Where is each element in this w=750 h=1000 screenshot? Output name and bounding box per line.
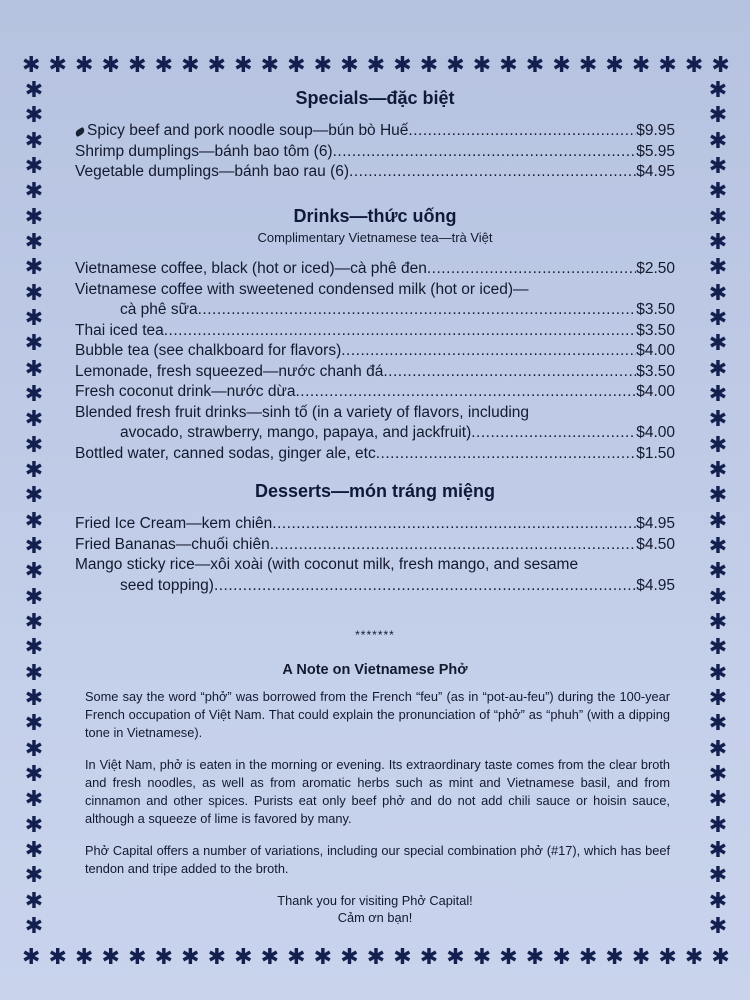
asterisk-star-icon: ✱ [207,53,227,78]
asterisk-star-icon: ✱ [340,945,359,970]
asterisk-star-icon: ✱ [75,945,94,970]
item-name: Vegetable dumplings—bánh bao rau (6) [75,163,350,180]
asterisk-star-icon: ✱ [578,53,598,78]
item-price: $4.00 [636,383,675,400]
asterisk-star-icon: ✱ [708,609,728,635]
item-price: $3.50 [636,301,675,318]
menu-item [75,259,675,280]
asterisk-star-icon: ✱ [24,128,44,154]
asterisk-star-icon: ✱ [578,945,598,970]
menu-item [75,121,675,142]
asterisk-star-icon: ✱ [708,685,728,711]
menu-item [75,341,675,362]
note-paragraph: Phở Capital offers a number of variations, including our special combination phở (#17), which has beef tendon and tripe added to the broth. [85,843,670,876]
asterisk-star-icon: ✱ [234,945,253,970]
asterisk-star-icon: ✱ [24,559,44,585]
asterisk-star-icon: ✱ [684,945,704,970]
border-left [22,80,46,938]
asterisk-star-icon: ✱ [24,103,44,129]
asterisk-star-icon: ✱ [24,331,44,357]
asterisk-star-icon: ✱ [24,153,44,179]
asterisk-star-icon: ✱ [24,432,44,458]
item-name: Spicy beef and pork noodle soup—bún bò Huế [87,122,409,139]
asterisk-star-icon: ✱ [24,78,44,103]
leader-dots [295,382,636,403]
asterisk-star-icon: ✱ [708,331,728,357]
asterisk-star-icon: ✱ [24,913,44,939]
asterisk-star-icon: ✱ [525,53,545,78]
menu-item [75,362,675,383]
asterisk-star-icon: ✱ [24,179,44,205]
asterisk-star-icon: ✱ [708,229,728,255]
asterisk-star-icon: ✱ [708,483,728,509]
asterisk-star-icon: ✱ [708,913,728,939]
item-price: $4.95 [636,163,675,180]
asterisk-star-icon: ✱ [24,204,44,230]
leader-dots [427,259,636,280]
item-price: $3.50 [636,362,675,380]
asterisk-star-icon: ✱ [708,204,728,230]
asterisk-star-icon: ✱ [708,584,728,610]
asterisk-star-icon: ✱ [708,103,728,129]
asterisk-star-icon: ✱ [708,888,728,914]
asterisk-star-icon: ✱ [24,711,44,737]
asterisk-star-icon: ✱ [24,584,44,610]
item-price: $9.95 [636,122,675,139]
asterisk-star-icon: ✱ [24,533,44,559]
asterisk-star-icon: ✱ [708,432,728,458]
asterisk-star-icon: ✱ [605,945,624,970]
asterisk-star-icon: ✱ [24,660,44,686]
asterisk-star-icon: ✱ [708,635,728,661]
drinks-title: Drinks—thức uống [293,206,457,226]
asterisk-star-icon: ✱ [340,53,359,78]
asterisk-star-icon: ✱ [472,945,492,970]
asterisk-star-icon: ✱ [708,407,728,433]
asterisk-star-icon: ✱ [446,53,465,78]
asterisk-star-icon: ✱ [154,945,174,970]
asterisk-star-icon: ✱ [605,53,624,78]
menu-item [75,444,675,465]
asterisk-star-icon: ✱ [313,53,333,78]
asterisk-star-icon: ✱ [708,533,728,559]
asterisk-star-icon: ✱ [708,508,728,534]
specials-section [75,88,675,183]
drinks-list [75,259,675,464]
asterisk-star-icon: ✱ [419,53,439,78]
asterisk-star-icon: ✱ [711,53,730,78]
asterisk-star-icon: ✱ [708,179,728,205]
border-right [706,80,730,938]
asterisk-star-icon: ✱ [24,812,44,838]
asterisk-star-icon: ✱ [708,381,728,407]
asterisk-star-icon: ✱ [24,863,44,889]
asterisk-star-icon: ✱ [75,53,94,78]
item-price: $4.50 [636,535,675,553]
leader-dots [270,535,636,556]
menu-item [75,162,675,183]
asterisk-star-icon: ✱ [552,945,571,970]
asterisk-star-icon: ✱ [446,945,465,970]
asterisk-star-icon: ✱ [101,945,120,970]
border-top [22,54,730,78]
asterisk-star-icon: ✱ [366,53,386,78]
asterisk-star-icon: ✱ [24,508,44,534]
asterisk-star-icon: ✱ [22,945,41,970]
asterisk-star-icon: ✱ [472,53,492,78]
asterisk-star-icon: ✱ [24,888,44,914]
asterisk-star-icon: ✱ [181,945,200,970]
asterisk-star-icon: ✱ [24,457,44,483]
desserts-title: Desserts—món tráng miệng [254,481,496,501]
asterisk-star-icon: ✱ [24,229,44,255]
menu-item [75,321,675,342]
asterisk-star-icon: ✱ [708,761,728,787]
item-name: Fried Ice Cream—kem chiên [75,515,273,532]
item-name: Blended fresh fruit drinks—sinh tố (in a variety of flavors, including [75,403,530,421]
asterisk-star-icon: ✱ [708,559,728,585]
leader-dots [349,162,636,183]
asterisk-star-icon: ✱ [366,945,386,970]
leader-dots [214,576,636,597]
item-price: $1.50 [636,444,675,462]
asterisk-star-icon: ✱ [708,356,728,382]
note-title: A Note on Vietnamese Phở [282,662,468,678]
item-price: $5.95 [636,142,675,160]
asterisk-star-icon: ✱ [24,280,44,306]
asterisk-star-icon: ✱ [48,53,67,78]
note-paragraph: In Việt Nam, phở is eaten in the morning or evening. Its extraordinary taste comes from the clear broth and fresh noodles, as well as from aromatic herbs such as mint and Vietnamese basil, and from cinnamon and other spices. Purists eat only beef phở and do not add chili sauce or hoisin sauce, although a squeeze of lime is favored by many. [85,757,670,826]
asterisk-star-icon: ✱ [154,53,174,78]
item-name: Vietnamese coffee, black (hot or iced)—cà phê đen [75,260,427,277]
item-name: Thai iced tea [75,321,164,339]
asterisk-star-icon: ✱ [24,255,44,281]
border-bottom [22,946,730,970]
asterisk-star-icon: ✱ [708,255,728,281]
chili-pepper-icon [74,127,86,137]
asterisk-star-icon: ✱ [708,457,728,483]
asterisk-star-icon: ✱ [128,945,147,970]
leader-dots [164,321,636,342]
asterisk-star-icon: ✱ [128,53,147,78]
drinks-section [75,206,675,464]
leader-dots [341,341,636,362]
asterisk-star-icon: ✱ [101,53,120,78]
asterisk-star-icon: ✱ [708,660,728,686]
asterisk-star-icon: ✱ [313,945,333,970]
item-price: $2.50 [636,260,675,277]
leader-dots [383,362,636,383]
asterisk-star-icon: ✱ [24,356,44,382]
thanks-line-vietnamese: Cảm ơn bạn! [337,910,413,925]
menu-item [75,142,675,163]
asterisk-star-icon: ✱ [658,53,677,78]
asterisk-star-icon: ✱ [48,945,67,970]
note-paragraph: Some say the word “phở” was borrowed from the French “feu” (as in “pot-au-feu”) during the 100-year French occupation of Việt Nam. That could explain the pronunciation of “phở” as “phuh” (with a dipping tone in Vietnamese). [85,689,670,740]
asterisk-star-icon: ✱ [708,280,728,306]
item-name: Lemonade, fresh squeezed—nước chanh đá [75,362,384,380]
asterisk-star-icon: ✱ [24,837,44,863]
asterisk-star-icon: ✱ [24,685,44,711]
asterisk-star-icon: ✱ [287,53,306,78]
menu-item [75,280,675,321]
asterisk-star-icon: ✱ [631,945,651,970]
asterisk-star-icon: ✱ [24,787,44,813]
leader-dots [376,444,636,465]
pho-note-section [75,662,675,926]
item-price: $4.95 [636,515,675,532]
specials-title: Specials—đặc biệt [295,88,455,108]
item-name: Bubble tea (see chalkboard for flavors) [75,342,342,359]
item-name: Fresh coconut drink—nước dừa [75,383,296,400]
asterisk-star-icon: ✱ [684,53,704,78]
item-name: Mango sticky rice—xôi xoài (with coconut milk, fresh mango, and sesame [75,556,579,573]
asterisk-star-icon: ✱ [708,711,728,737]
asterisk-star-icon: ✱ [234,53,253,78]
item-name: Shrimp dumplings—bánh bao tôm (6) [75,142,333,160]
asterisk-star-icon: ✱ [711,945,730,970]
drinks-subtitle: Complimentary Vietnamese tea—trà Việt [257,230,493,245]
item-name: Vietnamese coffee with sweetened condensed milk (hot or iced)— [75,280,529,298]
thanks-line: Thank you for visiting Phở Capital! [277,893,473,908]
menu-item [75,555,675,596]
asterisk-star-icon: ✱ [24,635,44,661]
asterisk-star-icon: ✱ [708,787,728,813]
asterisk-star-icon: ✱ [24,483,44,509]
asterisk-star-icon: ✱ [708,736,728,762]
asterisk-star-icon: ✱ [24,381,44,407]
asterisk-star-icon: ✱ [708,837,728,863]
menu-content [75,88,675,936]
asterisk-star-icon: ✱ [260,53,280,78]
item-price: $4.00 [636,342,675,359]
asterisk-star-icon: ✱ [22,53,41,78]
item-name-continued: avocado, strawberry, mango, papaya, and jackfruit) [120,424,472,441]
asterisk-star-icon: ✱ [708,153,728,179]
asterisk-star-icon: ✱ [260,945,280,970]
section-separator: ******* [355,628,395,642]
leader-dots [471,423,636,444]
asterisk-star-icon: ✱ [181,53,200,78]
thank-you-message [75,892,675,926]
menu-item [75,514,675,535]
leader-dots [408,121,636,142]
asterisk-star-icon: ✱ [24,305,44,331]
asterisk-star-icon: ✱ [419,945,439,970]
menu-item [75,535,675,556]
asterisk-star-icon: ✱ [393,945,412,970]
asterisk-star-icon: ✱ [287,945,306,970]
asterisk-star-icon: ✱ [708,128,728,154]
asterisk-star-icon: ✱ [393,53,412,78]
leader-dots [272,514,636,535]
asterisk-star-icon: ✱ [24,761,44,787]
desserts-list [75,514,675,596]
asterisk-star-icon: ✱ [658,945,677,970]
asterisk-star-icon: ✱ [207,945,227,970]
asterisk-star-icon: ✱ [708,305,728,331]
leader-dots [198,300,637,321]
item-name: Fried Bananas—chuối chiên [75,535,270,553]
desserts-section [75,481,675,596]
asterisk-star-icon: ✱ [499,945,518,970]
item-name-continued: cà phê sữa [120,301,198,318]
asterisk-star-icon: ✱ [499,53,518,78]
asterisk-star-icon: ✱ [708,78,728,103]
asterisk-star-icon: ✱ [552,53,571,78]
asterisk-star-icon: ✱ [24,609,44,635]
item-price: $4.95 [636,576,675,594]
asterisk-star-icon: ✱ [525,945,545,970]
item-name-continued: seed topping) [120,576,214,594]
specials-list [75,121,675,183]
asterisk-star-icon: ✱ [24,736,44,762]
item-price: $3.50 [636,321,675,339]
asterisk-star-icon: ✱ [631,53,651,78]
leader-dots [333,142,637,163]
asterisk-star-icon: ✱ [708,812,728,838]
asterisk-star-icon: ✱ [24,407,44,433]
asterisk-star-icon: ✱ [708,863,728,889]
menu-item [75,403,675,444]
item-price: $4.00 [636,424,675,441]
menu-item [75,382,675,403]
item-name: Bottled water, canned sodas, ginger ale, etc [75,444,376,462]
